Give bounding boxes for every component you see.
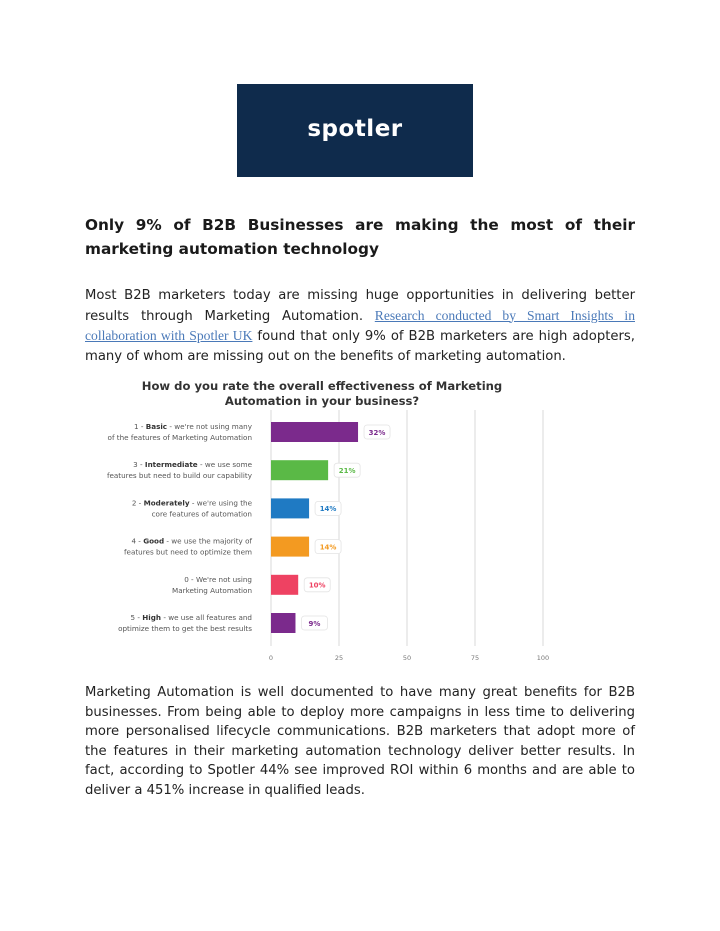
- category-label-line2-1: of the features of Marketing Automation: [107, 433, 252, 442]
- x-tick-25: 25: [334, 654, 344, 662]
- value-label-1: 32%: [368, 428, 386, 437]
- category-label-3: 2 - Moderately - we're using the: [131, 498, 252, 508]
- category-label-4: 4 - Good - we use the majority of: [131, 536, 252, 546]
- value-label-6: 9%: [308, 619, 321, 628]
- category-label-line2-6: optimize them to get the best results: [118, 624, 252, 633]
- x-tick-0: 0: [268, 654, 274, 662]
- bar-1: [271, 422, 358, 442]
- effectiveness-chart: [84, 374, 560, 666]
- x-tick-75: 75: [470, 654, 480, 662]
- intro-text-start: Most B2B marketers today are missing huge opportunities in delivering better results through Marketing Automation.: [85, 288, 635, 324]
- research-link[interactable]: Research conducted by Smart Insights in collaboration with Spotler UK: [85, 307, 635, 344]
- x-tick-100: 100: [536, 654, 550, 662]
- intro-paragraph: [85, 286, 635, 366]
- spotler-logo: [237, 84, 473, 177]
- x-tick-50: 50: [402, 654, 412, 662]
- article-title: Only 9% of B2B Businesses are making the most of their marketing automation technology: [85, 216, 635, 258]
- category-label-1: 1 - Basic - we're not using many: [133, 422, 252, 431]
- logo-text: spotler: [307, 115, 403, 142]
- category-label-6: 5 - High - we use all features and: [130, 613, 252, 622]
- chart-svg: [84, 374, 560, 666]
- category-label-line2-3: core features of automation: [151, 509, 252, 519]
- benefits-paragraph: Marketing Automation is well documented to have many great benefits for B2B businesses. From being able to deploy more campaigns in less time to delivering more personalised lifecycle communications. B2B marketers that adopt more of the features in their marketing automation technology deliver better results. In fact, according to Spotler 44% see improved ROI within 6 months and are able to deliver a 451% increase in qualified leads.: [85, 685, 635, 798]
- bar-5: [271, 575, 298, 595]
- category-label-2: 3 - Intermediate - we use some: [133, 460, 252, 470]
- intro-text-end: found that only 9% of B2B marketers are high adopters, many of whom are missing out on the benefits of marketing automation.: [85, 329, 635, 364]
- category-label-line2-4: features but need to optimize them: [124, 547, 252, 557]
- value-label-3: 14%: [319, 505, 337, 514]
- category-label-line2-5: Marketing Automation: [172, 585, 252, 595]
- bar-6: [271, 613, 295, 633]
- chart-title: How do you rate the overall effectiveness of Marketing Automation in your business?: [141, 379, 503, 408]
- category-label-line2-2: features but need to build our capability: [106, 471, 252, 481]
- bar-3: [271, 498, 309, 518]
- value-label-2: 21%: [338, 467, 356, 475]
- category-label-5: 0 - We're not using: [184, 574, 252, 584]
- value-label-4: 14%: [319, 543, 337, 552]
- value-label-5: 10%: [308, 581, 326, 590]
- bar-2: [271, 460, 328, 480]
- bar-4: [271, 537, 309, 557]
